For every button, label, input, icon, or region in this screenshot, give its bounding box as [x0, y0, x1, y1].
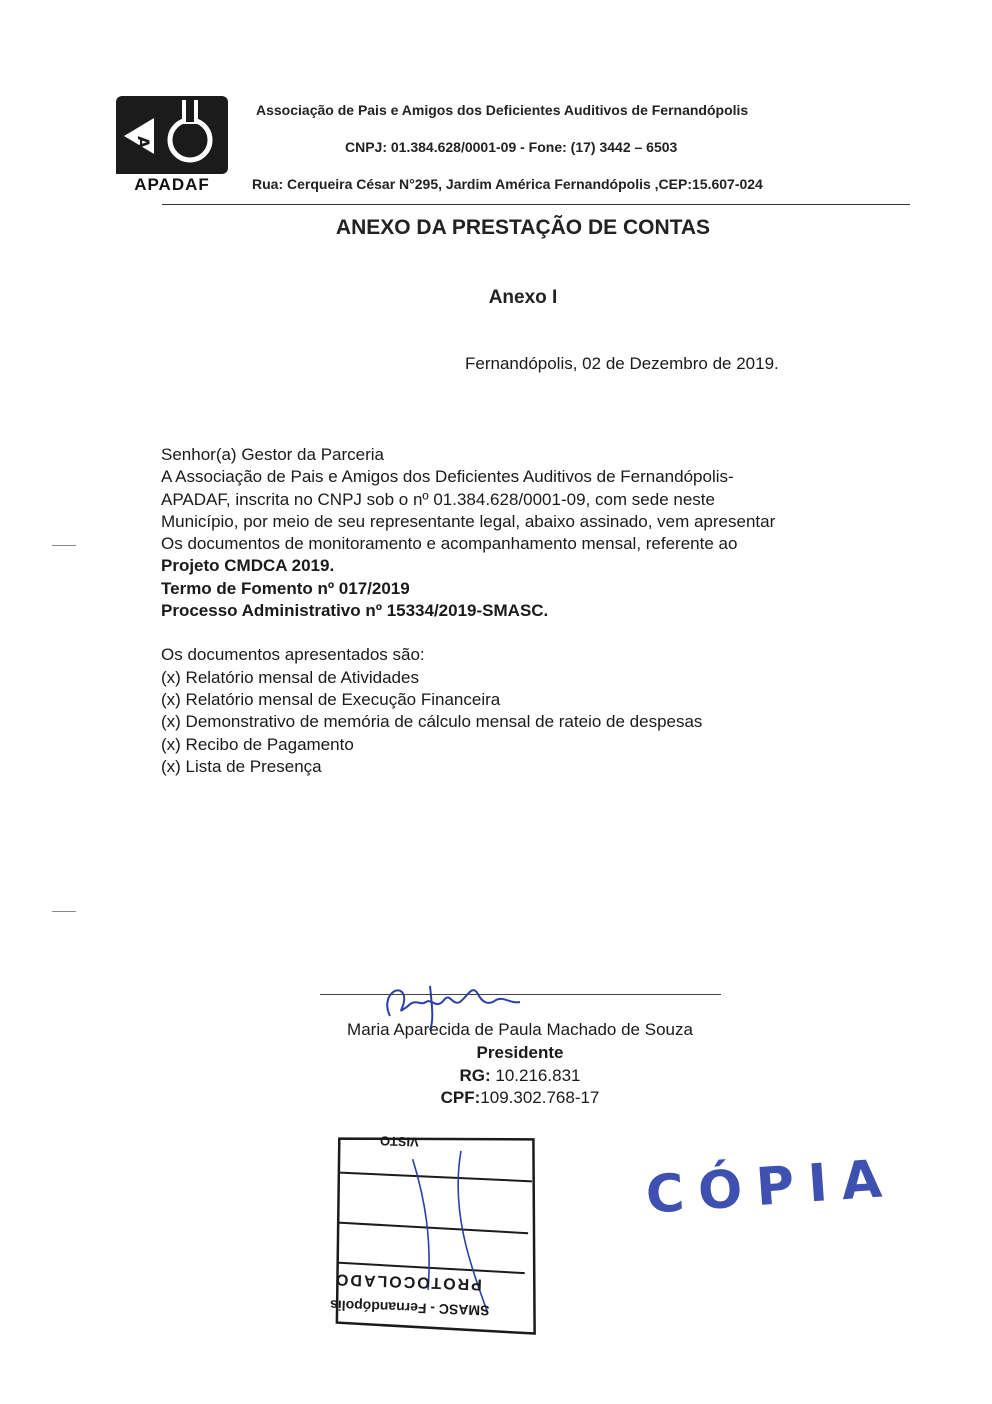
protocol-stamp — [320, 1120, 550, 1350]
header-org-name: Associação de Pais e Amigos dos Deficientes Auditivos de Fernandópolis — [256, 102, 749, 118]
margin-mark — [52, 545, 76, 546]
signer-rg: RG: 10.216.831 — [459, 1066, 581, 1085]
paragraph-line: APADAF, inscrita no CNPJ sob o nº 01.384.628/0001-09, com sede neste — [161, 489, 715, 509]
docs-intro: Os documentos apresentados são: — [161, 645, 425, 665]
stamp-protocolado: PROTOCOLADO — [333, 1270, 483, 1293]
stamp-department: SMASC - Fernandópolis — [329, 1297, 490, 1319]
paragraph-line: Município, por meio de seu representante legal, abaixo assinado, vem apresentar — [161, 511, 776, 531]
header-divider — [162, 204, 910, 205]
doc-item: (x) Lista de Presença — [161, 756, 322, 776]
signature-line — [320, 994, 721, 995]
logo-label: APADAF — [134, 175, 210, 194]
process-number: Processo Administrativo nº 15334/2019-SMASC. — [161, 601, 549, 621]
document-subtitle: Anexo I — [488, 287, 558, 308]
doc-item: (x) Recibo de Pagamento — [161, 734, 354, 754]
copia-stamp: CÓPIA — [644, 1148, 898, 1226]
stamp-visto: VISTO — [379, 1133, 420, 1150]
signer-cpf: CPF:109.302.768-17 — [440, 1088, 600, 1107]
paragraph-line: Os documentos de monitoramento e acompanhamento mensal, referente ao — [161, 534, 738, 554]
date-line: Fernandópolis, 02 de Dezembro de 2019. — [465, 354, 779, 373]
letter-body — [161, 444, 901, 778]
doc-item: (x) Relatório mensal de Atividades — [161, 667, 419, 687]
document-title: ANEXO DA PRESTAÇÃO DE CONTAS — [335, 216, 711, 239]
header-cnpj-phone: CNPJ: 01.384.628/0001-09 - Fone: (17) 3442 – 6503 — [345, 139, 678, 155]
salutation: Senhor(a) Gestor da Parceria — [161, 445, 384, 464]
signer-role: Presidente — [476, 1043, 564, 1062]
project-name: Projeto CMDCA 2019. — [161, 556, 335, 576]
term-number: Termo de Fomento nº 017/2019 — [161, 578, 410, 598]
doc-item: (x) Demonstrativo de memória de cálculo mensal de rateio de despesas — [161, 712, 703, 732]
doc-item: (x) Relatório mensal de Execução Financeira — [161, 689, 501, 709]
margin-mark — [52, 911, 76, 912]
header-address: Rua: Cerqueira César N°295, Jardim América Fernandópolis ,CEP:15.607-024 — [252, 176, 763, 192]
paragraph-line: A Associação de Pais e Amigos dos Deficientes Auditivos de Fernandópolis- — [161, 467, 734, 487]
svg-text:A: A — [134, 136, 153, 149]
signer-name: Maria Aparecida de Paula Machado de Souza — [347, 1020, 693, 1039]
